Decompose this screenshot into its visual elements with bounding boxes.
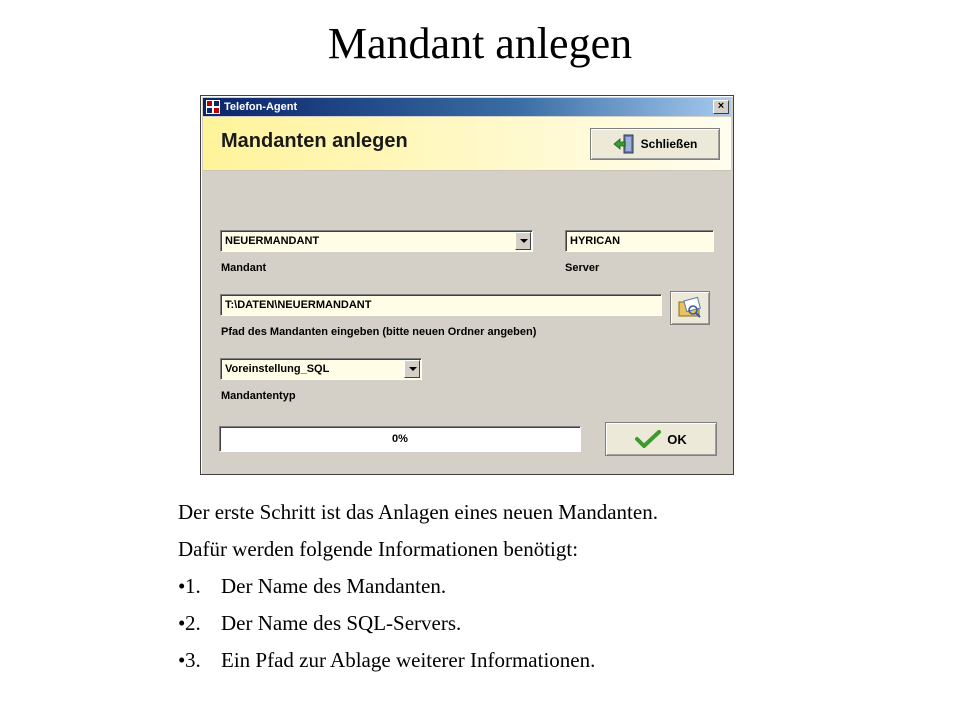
close-icon: × — [717, 100, 725, 112]
window-title: Telefon-Agent — [224, 101, 298, 113]
ok-button[interactable] — [605, 422, 717, 456]
list-item-text: Ein Pfad zur Ablage weiterer Informationen. — [221, 648, 596, 672]
mandant-value: NEUERMANDANT — [225, 235, 320, 247]
header-band — [203, 117, 731, 171]
list-item-text: Der Name des SQL-Servers. — [221, 611, 462, 635]
list-item-number: 3. — [185, 648, 201, 672]
chevron-down-icon[interactable] — [515, 232, 531, 250]
server-field[interactable] — [565, 230, 714, 252]
telefon-agent-window — [200, 95, 734, 475]
list-item-text: Der Name des Mandanten. — [221, 574, 447, 598]
path-value: T:\DATEN\NEUERMANDANT — [225, 299, 372, 311]
dialog-heading: Mandanten anlegen — [221, 130, 408, 152]
list-item: •1. Der Name des Mandanten. — [178, 568, 878, 605]
schliessen-label: Schließen — [640, 137, 698, 151]
folder-browse-icon — [677, 296, 703, 320]
ok-label: OK — [667, 431, 687, 447]
body-paragraph: Dafür werden folgende Informationen benötigt: — [178, 537, 579, 561]
green-checkmark-icon — [635, 430, 661, 448]
exit-door-arrow-icon — [613, 134, 635, 154]
body-paragraph: Der erste Schritt ist das Anlagen eines neuen Mandanten. — [178, 500, 658, 524]
chevron-down-icon[interactable] — [404, 360, 420, 378]
mandantentyp-label: Mandantentyp — [221, 390, 296, 402]
browse-folder-button[interactable] — [670, 291, 710, 325]
window-close-button[interactable] — [713, 100, 729, 114]
list-item-number: 1. — [185, 574, 201, 598]
mandantentyp-value: Voreinstellung_SQL — [225, 363, 330, 375]
slide-body — [178, 494, 878, 679]
slide-title: Mandant anlegen — [327, 19, 633, 68]
schliessen-button[interactable] — [590, 128, 720, 160]
mandantentyp-dropdown[interactable] — [220, 358, 422, 380]
mandant-label: Mandant — [221, 262, 267, 274]
server-label: Server — [565, 262, 600, 274]
server-value: HYRICAN — [570, 235, 621, 247]
path-input[interactable] — [220, 294, 662, 316]
list-item-number: 2. — [185, 611, 201, 635]
list-item: •2. Der Name des SQL-Servers. — [178, 605, 878, 642]
path-label: Pfad des Mandanten eingeben (bitte neuen Ordner angeben) — [221, 326, 537, 338]
telefon-agent-app-icon — [206, 100, 220, 114]
mandant-dropdown[interactable] — [220, 230, 533, 252]
list-item: •3. Ein Pfad zur Ablage weiterer Informationen. — [178, 642, 878, 679]
progress-text: 0% — [392, 433, 408, 445]
progress-bar — [219, 426, 581, 452]
window-titlebar[interactable] — [203, 98, 731, 116]
